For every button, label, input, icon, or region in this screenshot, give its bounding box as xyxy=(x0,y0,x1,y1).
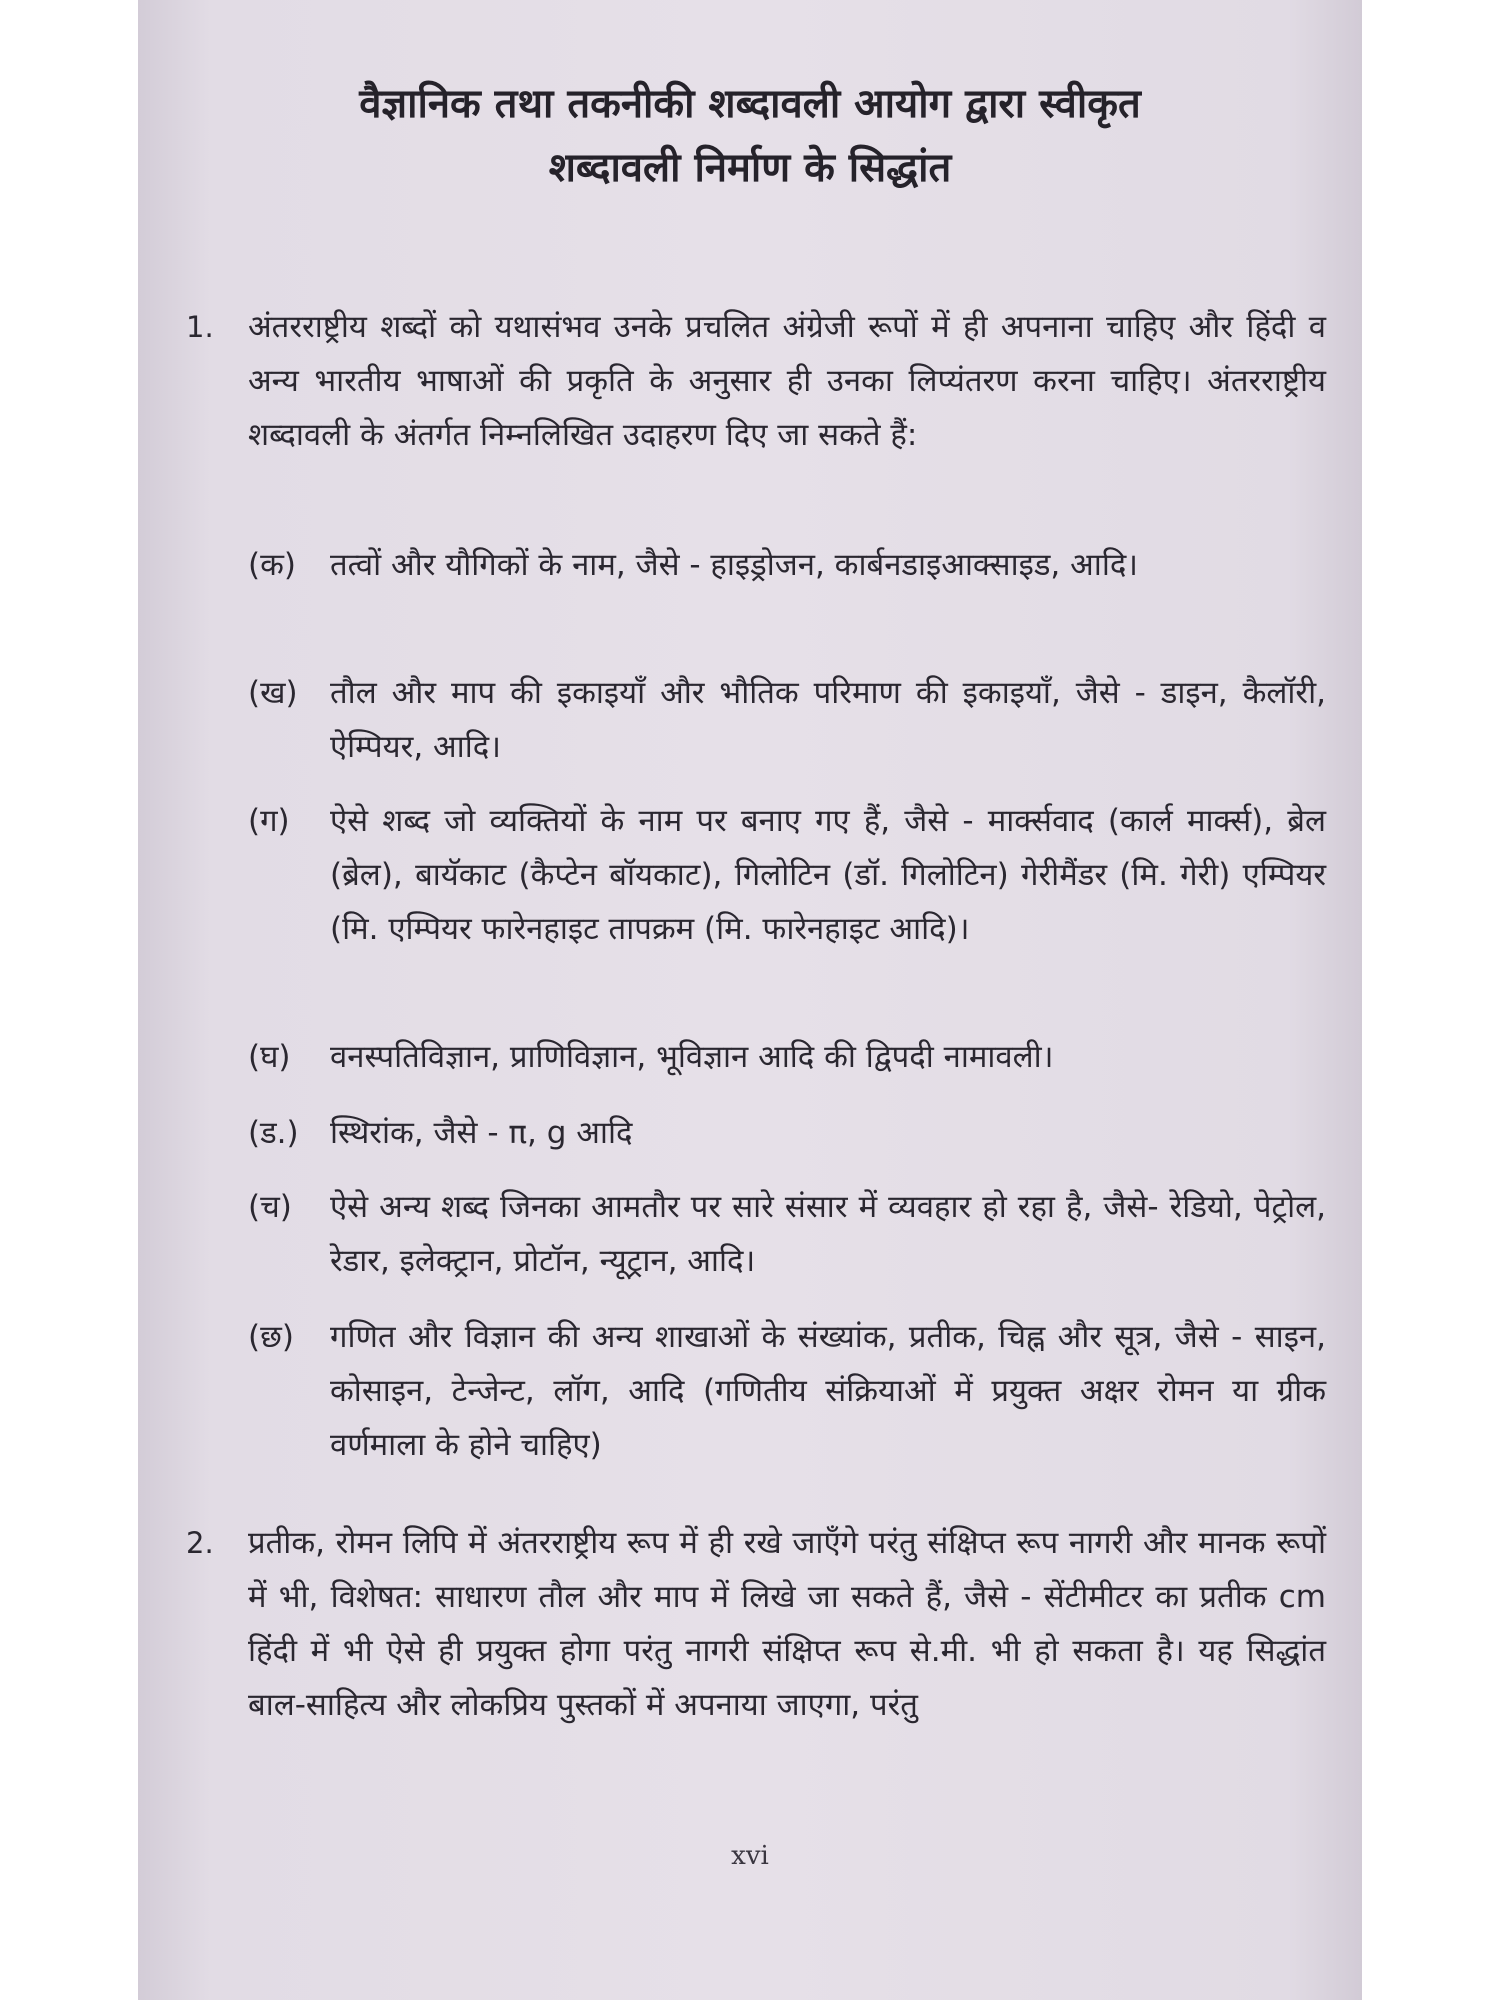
subpoint-marker: (ड.) xyxy=(248,1115,299,1151)
page-title xyxy=(138,72,1362,200)
subpoint-text: तत्वों और यौगिकों के नाम, जैसे - हाइड्रोजन, कार्बनडाइआक्साइड, आदि। xyxy=(330,547,1139,583)
title-line-1: वैज्ञानिक तथा तकनीकी शब्दावली आयोग द्वारा स्वीकृत xyxy=(359,81,1141,127)
title-line-2: शब्दावली निर्माण के सिद्धांत xyxy=(548,145,952,191)
subpoint-text: स्थिरांक, जैसे - π, g आदि xyxy=(330,1115,633,1151)
book-page xyxy=(138,0,1362,2000)
subpoint-marker: (घ) xyxy=(248,1039,291,1075)
principle-number: 1. xyxy=(186,310,214,344)
principle-text: अंतरराष्ट्रीय शब्दों को यथासंभव उनके प्रचलित अंग्रेजी रूपों में ही अपनाना चाहिए और हिंदी व अन्य भारतीय भाषाओं की प्रकृति के अनुसार ही उनका लिप्यंतरण करना चाहिए। अंतरराष्ट्रीय शब्दावली के अंतर्गत निम्नलिखित उदाहरण दिए जा सकते हैं: xyxy=(248,309,1326,453)
subpoint-marker: (च) xyxy=(248,1189,292,1225)
subpoint-text: ऐसे अन्य शब्द जिनका आमतौर पर सारे संसार में व्यवहार हो रहा है, जैसे- रेडियो, पेट्रोल, रेडार, इलेक्ट्रान, प्रोटॉन, न्यूट्रान, आदि। xyxy=(330,1189,1326,1279)
subpoint-marker: (छ) xyxy=(248,1319,294,1355)
page-number: xvi xyxy=(731,1841,769,1871)
principle-text: प्रतीक, रोमन लिपि में अंतरराष्ट्रीय रूप में ही रखे जाएँगे परंतु संक्षिप्त रूप नागरी और मानक रूपों में भी, विशेषत: साधारण तौल और माप में लिखे जा सकते हैं, जैसे - सेंटीमीटर का प्रतीक cm हिंदी में भी ऐसे ही प्रयुक्त होगा परंतु नागरी संक्षिप्त रूप से.मी. भी हो सकता है। यह सिद्धांत बाल-साहित्य और लोकप्रिय पुस्तकों में अपनाया जाएगा, परंतु xyxy=(248,1525,1326,1723)
subpoint-marker: (ख) xyxy=(248,675,298,711)
subpoint-text: तौल और माप की इकाइयाँ और भौतिक परिमाण की इकाइयाँ, जैसे - डाइन, कैलॉरी, ऐम्पियर, आदि। xyxy=(330,675,1326,765)
subpoint-marker: (ग) xyxy=(248,803,290,839)
subpoint-text: वनस्पतिविज्ञान, प्राणिविज्ञान, भूविज्ञान आदि की द्विपदी नामावली। xyxy=(330,1039,1054,1075)
subpoint-text: ऐसे शब्द जो व्यक्तियों के नाम पर बनाए गए हैं, जैसे - मार्क्सवाद (कार्ल मार्क्स), ब्रेल (ब्रेल), बायॅकाट (कैप्टेन बॉयकाट), गिलोटिन (डॉ. गिलोटिन) गेरीमैंडर (मि. गेरी) एम्पियर (मि. एम्पियर फारेनहाइट तापक्रम (मि. फारेनहाइट आदि)। xyxy=(330,803,1326,947)
principle-number: 2. xyxy=(186,1526,214,1560)
subpoint-text: गणित और विज्ञान की अन्य शाखाओं के संख्यांक, प्रतीक, चिह्न और सूत्र, जैसे - साइन, कोसाइन, टेन्जेन्ट, लॉग, आदि (गणितीय संक्रियाओं में प्रयुक्त अक्षर रोमन या ग्रीक वर्णमाला के होने चाहिए) xyxy=(330,1319,1326,1463)
subpoint-marker: (क) xyxy=(248,547,296,583)
